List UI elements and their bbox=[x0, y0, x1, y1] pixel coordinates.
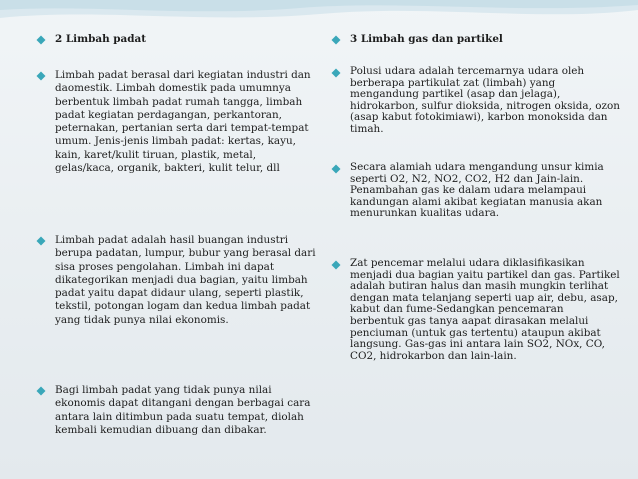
bullet-text: Limbah padat adalah hasil buangan industri berupa padatan, lumpur, bubur yang berasal dari sisa proses pengolahan. Limbah ini dapat dikategorikan menjadi dua bagian, yaitu limbah padat yaitu dapat didaur ulang, seperti plastik, tekstil, potongan logam dan kedua limbah padat yang tidak punya nilai ekonomis. bbox=[55, 234, 316, 326]
bullet-text: Secara alamiah udara mengandung unsur kimia seperti O2, N2, NO2, CO2, H2 dan Jain-lain. Penambahan gas ke dalam udara melampaui kandungan alami akibat kegiatan manusia akan menurunkan kualitas udara. bbox=[350, 161, 604, 220]
heading-text: 2 Limbah padat bbox=[55, 33, 147, 45]
bullet-text: Polusi udara adalah tercemarnya udara oleh berberapa partikulat zat (limbah) yang mengandung partikel (asap dan jelaga), hidrokarbon, sulfur dioksida, nitrogen oksida, ozon (asap kabut fotokimiawi), karbon monoksida dan timah. bbox=[350, 65, 620, 135]
bullet-text: Bagi limbah padat yang tidak punya nilai ekonomis dapat ditangani dengan berbagai cara antara lain ditimbun pada suatu tempat, diolah kembali kemudian dibuang dan dibakar. bbox=[55, 384, 311, 436]
bullet-item-solid-waste-definition bbox=[36, 234, 318, 327]
diamond-bullet-icon bbox=[331, 260, 341, 270]
bullet-item-solid-waste-origin bbox=[36, 69, 318, 175]
bullet-item-air-pollution bbox=[331, 66, 621, 136]
bullet-item-solid-waste-handling bbox=[36, 384, 318, 437]
diamond-bullet-icon bbox=[331, 164, 341, 174]
section-heading-solid-waste bbox=[36, 33, 318, 46]
heading-text: 3 Limbah gas dan partikel bbox=[350, 33, 503, 45]
diamond-bullet-icon bbox=[36, 71, 46, 81]
diamond-bullet-icon bbox=[36, 386, 46, 396]
bullet-item-natural-air bbox=[331, 162, 621, 220]
diamond-bullet-icon bbox=[36, 35, 46, 45]
bullet-text: Limbah padat berasal dari kegiatan industri dan daomestik. Limbah domestik pada umumnya berbentuk limbah padat rumah tangga, limbah padat kegiatan perdagangan, perkantoran, peternakan, pertanian serta dari tempat-tempat umum. Jenis-jenis limbah padat: kertas, kayu, kain, karet/kulit tiruan, plastik, metal, gelas/kaca, organik, bakteri, kulit telur, dll bbox=[55, 69, 311, 175]
diamond-bullet-icon bbox=[36, 236, 46, 246]
diamond-bullet-icon bbox=[331, 68, 341, 78]
diamond-bullet-icon bbox=[331, 35, 341, 45]
bullet-text: Zat pencemar melalui udara diklasifikasikan menjadi dua bagian yaitu partikel dan gas. Partikel adalah butiran halus dan masih mungkin terlihat dengan mata telanjang seperti uap air, debu, asap, kabut dan fume-Sedangkan pencemaran berbentuk gas tanya aapat dirasakan melalui penciuman (untuk gas tertentu) ataupun akibat langsung. Gas-gas ini antara lain SO2, NOx, CO, CO2, hidrokarbon dan lain-lain. bbox=[350, 257, 620, 362]
section-heading-gas-particle-waste bbox=[331, 33, 621, 46]
bullet-item-pollutant-classification bbox=[331, 258, 621, 362]
